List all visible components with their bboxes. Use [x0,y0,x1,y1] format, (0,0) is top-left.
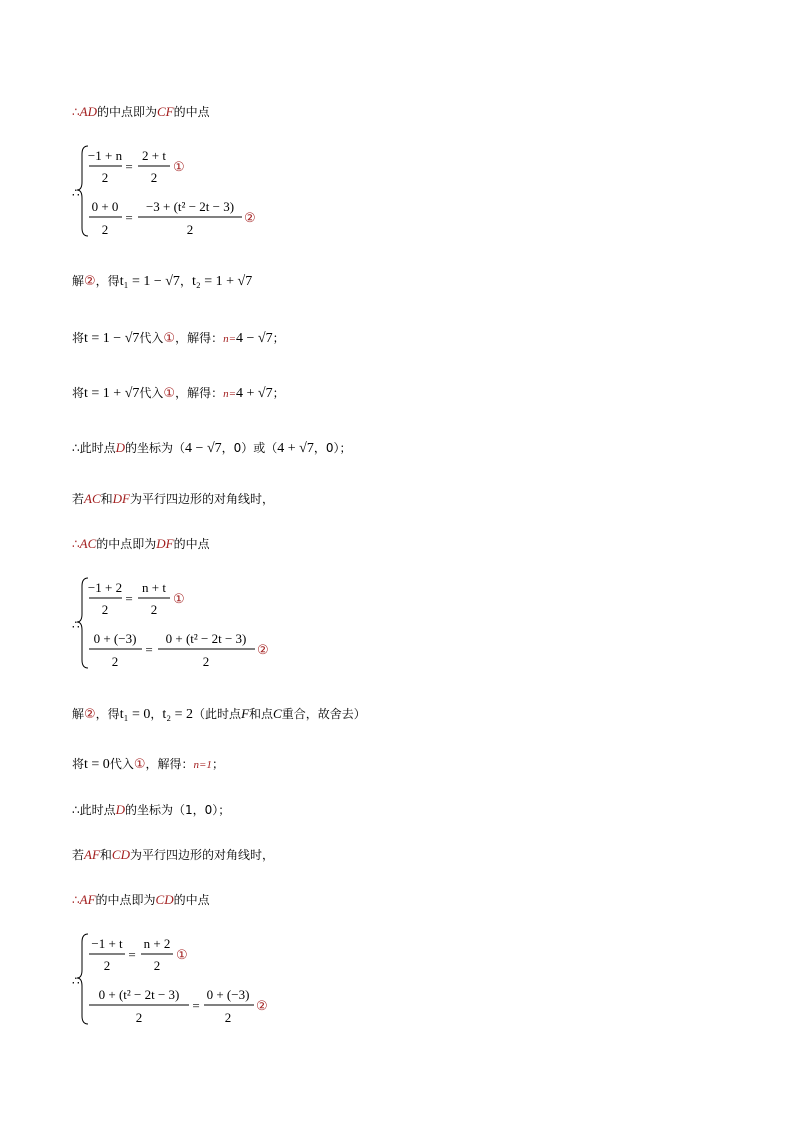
text: 代入 [139,331,164,345]
math-expr: t = 1 − √7 [84,331,140,346]
line-case-ac-df [72,491,274,507]
fraction-numerator: −1 + t [91,936,123,951]
equals-sign: = [145,642,153,657]
text: ； [272,331,285,345]
math-expr: t = 1 + √7 [84,386,140,401]
fraction-numerator: 0 + (t² − 2t − 3) [98,987,180,1002]
variable: n= [223,388,237,400]
fraction-denominator: 2 [101,602,109,617]
segment-label: AD [79,104,97,119]
fraction-numerator: n + 2 [143,936,171,951]
math-expr: 4 − √7 [236,331,273,346]
math-expr: t₁ = 1 − √7 [119,274,180,289]
line-ac-midpoint [72,536,210,552]
text: ，得 [95,274,120,288]
line-substitute-3 [72,756,224,773]
therefore-symbol: ∴ [72,105,80,119]
line-substitute-2 [72,385,285,402]
therefore-symbol: ∴ [72,186,80,200]
therefore-symbol: ∴ [72,974,80,988]
line-af-midpoint [72,892,210,908]
fraction-denominator: 2 [150,170,158,185]
fraction-numerator: 0 + 0 [91,199,119,214]
fraction-denominator: 2 [202,654,210,669]
fraction-denominator: 2 [150,602,158,617]
point-label: C [273,706,282,721]
equation-system-3 [72,930,292,1034]
equals-sign: = [125,159,133,174]
fraction-denominator: 2 [111,654,119,669]
segment-label: DF [112,491,130,506]
text: 代入 [109,757,134,771]
equation-system-1 [72,142,292,246]
text: 将 [72,386,85,400]
segment-label: DF [156,536,174,551]
equation-ref: ① [163,386,176,401]
text: （此时点 [193,707,242,721]
text: ，0）； [313,441,352,455]
text: ，解得： [175,386,224,400]
equation-ref: ② [84,707,96,722]
text: 将 [72,757,85,771]
text: 解 [72,274,85,288]
text: 的坐标为（1，0）； [125,803,231,817]
equation-tag: ① [173,591,185,606]
fraction-numerator: 0 + (t² − 2t − 3) [165,631,247,646]
text: 和 [99,848,112,862]
segment-label: AF [84,847,100,862]
line-point-d-coords-2 [72,802,230,818]
point-label: F [241,706,250,721]
text: ； [272,386,285,400]
math-expr: t = 0 [84,757,110,772]
text: 的中点即为 [96,105,157,119]
text: 重合，故舍去） [281,707,366,721]
text: 的中点 [173,893,210,907]
text: 的中点 [173,105,210,119]
equation-tag: ② [244,210,256,225]
fraction-denominator: 2 [101,170,109,185]
math-expr: 4 + √7 [236,386,273,401]
fraction-denominator: 2 [101,222,109,237]
fraction-numerator: −1 + 2 [87,580,123,595]
math-expr: t₂ = 1 + √7 [191,274,253,289]
text: 的中点 [173,537,210,551]
equals-sign: = [128,947,136,962]
fraction-numerator: −1 + n [87,148,123,163]
text: ∴此时点 [72,441,116,455]
text: ， [150,707,163,721]
equation-tag: ② [257,642,269,657]
therefore-symbol: ∴ [72,537,80,551]
fraction-numerator: 0 + (−3) [206,987,250,1002]
text: 为平行四边形的对角线时， [129,848,274,862]
text: 的中点即为 [96,537,157,551]
therefore-symbol: ∴ [72,618,80,632]
fraction-denominator: 2 [103,958,111,973]
text: 若 [72,492,85,506]
point-label: D [115,440,126,455]
fraction-denominator: 2 [186,222,194,237]
segment-label: CD [155,892,174,907]
line-solve-2b [72,706,366,723]
equation-ref: ② [84,274,96,289]
math-expr: 4 + √7 [277,441,314,456]
segment-label: AC [79,536,97,551]
equation-system-2 [72,574,292,678]
text: 和 [100,492,113,506]
equation-tag: ① [176,947,188,962]
fraction-denominator: 2 [224,1010,232,1025]
equation-tag: ② [256,998,268,1013]
math-expr: 4 − √7 [185,441,222,456]
text: 若 [72,848,85,862]
text: ， [179,274,192,288]
text: ，0）或（ [221,441,278,455]
text: ； [211,757,224,771]
text: 和点 [249,707,274,721]
variable: n= [223,333,237,345]
line-solve-2 [72,273,252,290]
fraction-numerator: n + t [142,580,166,595]
text: ，得 [95,707,120,721]
therefore-symbol: ∴ [72,893,80,907]
text: 的坐标为（ [125,441,186,455]
equals-sign: = [125,591,133,606]
fraction-numerator: −3 + (t² − 2t − 3) [145,199,235,214]
segment-label: AF [79,892,96,907]
segment-label: CD [111,847,130,862]
line-substitute-1 [72,330,285,347]
equals-sign: = [125,210,133,225]
segment-label: CF [157,104,174,119]
text: ∴此时点 [72,803,116,817]
segment-label: AC [84,491,101,506]
equation-ref: ① [133,757,146,772]
line-case-af-cd [72,847,274,863]
fraction-numerator: 0 + (−3) [93,631,137,646]
text: 为平行四边形的对角线时， [130,492,275,506]
text: 的中点即为 [95,893,156,907]
variable: n=1 [193,759,212,771]
line-point-d-coords-1 [72,440,352,457]
point-label: D [115,802,126,817]
text: 解 [72,707,85,721]
text: ，解得： [175,331,224,345]
math-expr: t₁ = 0 [119,707,151,722]
fraction-numerator: 2 + t [142,148,166,163]
fraction-denominator: 2 [135,1010,143,1025]
text: 将 [72,331,85,345]
equation-tag: ① [173,159,185,174]
text: 代入 [139,386,164,400]
math-expr: t₂ = 2 [162,707,194,722]
text: ，解得： [145,757,194,771]
fraction-denominator: 2 [153,958,161,973]
equation-ref: ① [163,331,176,346]
line-ad-midpoint [72,104,210,120]
equals-sign: = [192,998,200,1013]
